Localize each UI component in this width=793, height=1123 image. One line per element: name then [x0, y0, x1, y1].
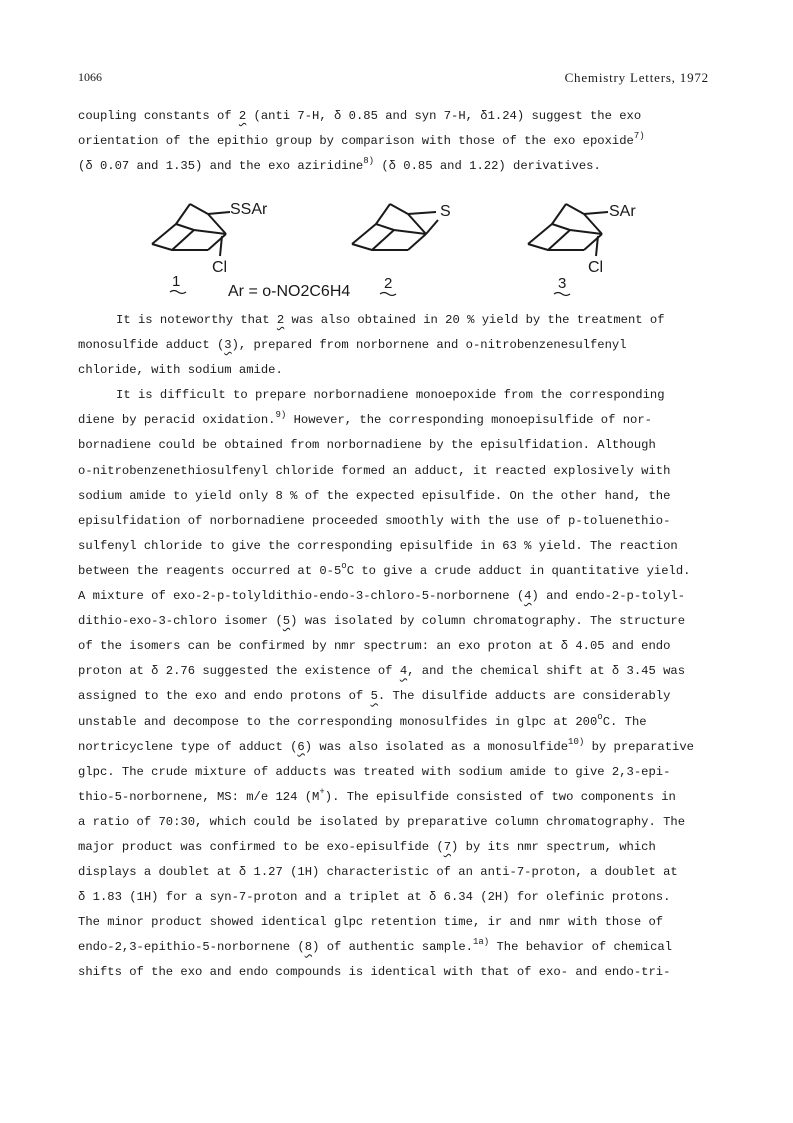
text-run: ), prepared from norbornene and o-nitrobenzenesulfenyl: [231, 338, 627, 353]
text-run: However, the corresponding monoepisulfide of nor-: [286, 413, 652, 428]
ar-definition: Ar = o-NO2C6H4: [228, 283, 351, 300]
text-line: [78, 308, 738, 333]
text-line: [78, 609, 738, 634]
text-line: [78, 885, 738, 910]
text-line: [78, 484, 738, 509]
bond: [208, 212, 230, 214]
text-line: [78, 659, 738, 684]
text-line: [78, 810, 738, 835]
text-run: displays a doublet at δ 1.27 (1H) characteristic of an anti-7-proton, a doublet at: [78, 865, 678, 880]
compound-number: 7: [443, 839, 452, 854]
text-run: dithio-exo-3-chloro isomer (: [78, 614, 283, 629]
text-line: [78, 684, 738, 709]
text-line: [78, 710, 738, 735]
compound-number: 2: [238, 109, 247, 123]
text-run: proton at δ 2.76 suggested the existence of: [78, 664, 400, 679]
text-run: ). The episulfide consisted of two components in: [324, 789, 676, 804]
compound-number: 6: [297, 739, 305, 754]
body-text-main: [78, 308, 738, 986]
text-run: a ratio of 70:30, which could be isolated by preparative column chromatography. The: [78, 814, 686, 829]
text-run: sodium amide to yield only 8 % of the expected episulfide. On the other hand, the: [78, 488, 671, 503]
bond: [566, 204, 584, 214]
text-run: assigned to the exo and endo protons of: [78, 689, 371, 704]
text-run: thio-5-norbornene, MS: m/e 124 (M: [78, 789, 320, 804]
degree-superscript: o: [341, 560, 347, 571]
bond-ring: [152, 224, 194, 250]
text-run: major product was confirmed to be exo-episulfide (: [78, 839, 444, 854]
compound-number: 2: [276, 313, 285, 327]
text-run: shifts of the exo and endo compounds is identical with that of exo- and endo-tri-: [78, 965, 671, 980]
text-run: monosulfide adduct (: [78, 338, 225, 353]
compound-2-structure: [352, 204, 438, 250]
text-run: sulfenyl chloride to give the corresponding episulfide in 63 % yield. The reaction: [78, 538, 678, 553]
bond-ring: [528, 224, 570, 250]
text-line: [78, 154, 738, 179]
text-run: chloride, with sodium amide.: [78, 363, 283, 378]
text-run: glpc. The crude mixture of adducts was treated with sodium amide to give 2,3-epi-: [78, 764, 671, 779]
text-line: [78, 383, 738, 408]
text-run: between the reagents occurred at 0-5: [78, 563, 342, 578]
text-line: [78, 835, 738, 860]
page-number: 1066: [78, 70, 102, 84]
compound-number: 8: [304, 940, 313, 955]
text-run: It is noteworthy that: [116, 313, 277, 327]
journal-title: Chemistry Letters, 1972: [564, 70, 709, 85]
bond: [176, 204, 190, 224]
bond: [408, 234, 426, 250]
text-run: (anti 7-H, δ 0.85 and syn 7-H, δ1.24) suggest the exo: [246, 109, 642, 123]
bond: [208, 214, 226, 234]
text-line: [78, 785, 738, 810]
wavy-underline: [170, 291, 186, 294]
text-line: [78, 935, 738, 960]
text-run: was also obtained in 20 % yield by the treatment of: [284, 313, 665, 327]
compound-1-structure: [152, 204, 230, 256]
bond: [390, 204, 408, 214]
compound-number: 4: [524, 589, 532, 604]
bond: [394, 230, 426, 234]
text-line: [78, 358, 738, 383]
substituent-label: Cl: [588, 259, 604, 276]
substituent-label: SSAr: [230, 201, 268, 218]
charge-superscript: +: [319, 786, 325, 797]
text-run: nortricyclene type of adduct (: [78, 739, 298, 754]
compound-number: 3: [224, 338, 232, 353]
bond: [194, 230, 226, 234]
text-line: [78, 129, 738, 154]
text-run: . The disulfide adducts are considerably: [377, 689, 671, 704]
compound-number-label: 1: [172, 273, 181, 290]
reference-superscript: 7): [633, 131, 645, 142]
text-run: C to give a crude adduct in quantitative yield.: [346, 563, 691, 578]
text-run: (δ 0.07 and 1.35) and the exo aziridine: [78, 159, 364, 174]
compound-number: 5: [282, 614, 291, 629]
text-line: [78, 534, 738, 559]
reference-superscript: 10): [568, 736, 585, 747]
text-run: orientation of the epithio group by comparison with those of the exo epoxide: [78, 134, 634, 149]
text-run: A mixture of exo-2-p-tolyldithio-endo-3-chloro-5-norbornene (: [78, 589, 525, 604]
text-run: by preparative: [584, 739, 694, 754]
bond: [190, 204, 208, 214]
text-line: [78, 433, 738, 458]
text-line: [78, 634, 738, 659]
text-run: episulfidation of norbornadiene proceeded smoothly with the use of p-toluenethio-: [78, 513, 671, 528]
text-line: [78, 760, 738, 785]
reference-superscript: 1a): [472, 937, 490, 948]
text-run: The minor product showed identical glpc retention time, ir and nmr with those of: [78, 915, 664, 930]
text-line: [78, 960, 738, 985]
text-run: The behavior of chemical: [489, 940, 673, 955]
text-run: It is difficult to prepare norbornadiene monoepoxide from the corresponding: [116, 388, 665, 403]
reference-superscript: 8): [363, 156, 375, 167]
text-line: [78, 459, 738, 484]
wavy-underline: [554, 293, 570, 296]
bond: [426, 220, 438, 234]
text-line: [78, 860, 738, 885]
text-run: ) and endo-2-p-tolyl-: [531, 589, 686, 604]
compound-number: 4: [399, 664, 408, 679]
text-run: , and the chemical shift at δ 3.45 was: [407, 664, 686, 679]
text-run: ) of authentic sample.: [312, 940, 473, 955]
bond: [584, 234, 602, 250]
text-run: unstable and decompose to the corresponding monosulfides in glpc at 200: [78, 714, 598, 729]
text-run: coupling constants of: [78, 109, 239, 123]
bond: [584, 214, 602, 234]
text-line: [78, 509, 738, 534]
text-line: [78, 104, 738, 129]
bond: [208, 234, 226, 250]
bond: [408, 212, 436, 214]
compound-number-label: 3: [558, 275, 567, 292]
substituent-label: SAr: [609, 203, 636, 220]
text-run: bornadiene could be obtained from norbornadiene by the episulfidation. Although: [78, 438, 656, 453]
wavy-underline: [380, 293, 396, 296]
text-run: of the isomers can be confirmed by nmr spectrum: an exo proton at δ 4.05 and endo: [78, 639, 671, 654]
bond: [570, 230, 602, 234]
bond-ring: [352, 224, 394, 250]
text-line: [78, 559, 738, 584]
text-run: (δ 0.85 and 1.22) derivatives.: [374, 159, 601, 174]
text-run: o-nitrobenzenethiosulfenyl chloride formed an adduct, it reacted explosively with: [78, 463, 671, 478]
chemical-structures-figure: [130, 190, 650, 306]
text-run: C. The: [602, 714, 647, 729]
text-line: [78, 584, 738, 609]
compound-number: 5: [370, 689, 378, 704]
degree-superscript: o: [597, 711, 603, 722]
text-run: ) was isolated by column chromatography. The structure: [290, 614, 686, 629]
text-run: diene by peracid oxidation.: [78, 413, 276, 428]
text-line: [78, 735, 738, 760]
paragraph-1: [78, 104, 738, 179]
bond: [376, 204, 390, 224]
text-line: [78, 408, 738, 433]
text-run: endo-2,3-epithio-5-norbornene (: [78, 940, 305, 955]
compound-3-structure: [528, 204, 608, 256]
substituent-label: S: [440, 203, 451, 220]
text-run: ) was also isolated as a monosulfide: [304, 739, 569, 754]
text-line: [78, 910, 738, 935]
text-run: δ 1.83 (1H) for a syn-7-proton and a triplet at δ 6.34 (2H) for olefinic protons.: [78, 890, 671, 905]
compound-number-label: 2: [384, 275, 393, 292]
text-run: ) by its nmr spectrum, which: [451, 839, 656, 854]
bond: [552, 204, 566, 224]
text-line: [78, 333, 738, 358]
substituent-label: Cl: [212, 259, 228, 276]
bond: [584, 212, 608, 214]
reference-superscript: 9): [275, 410, 287, 421]
bond: [408, 214, 426, 234]
